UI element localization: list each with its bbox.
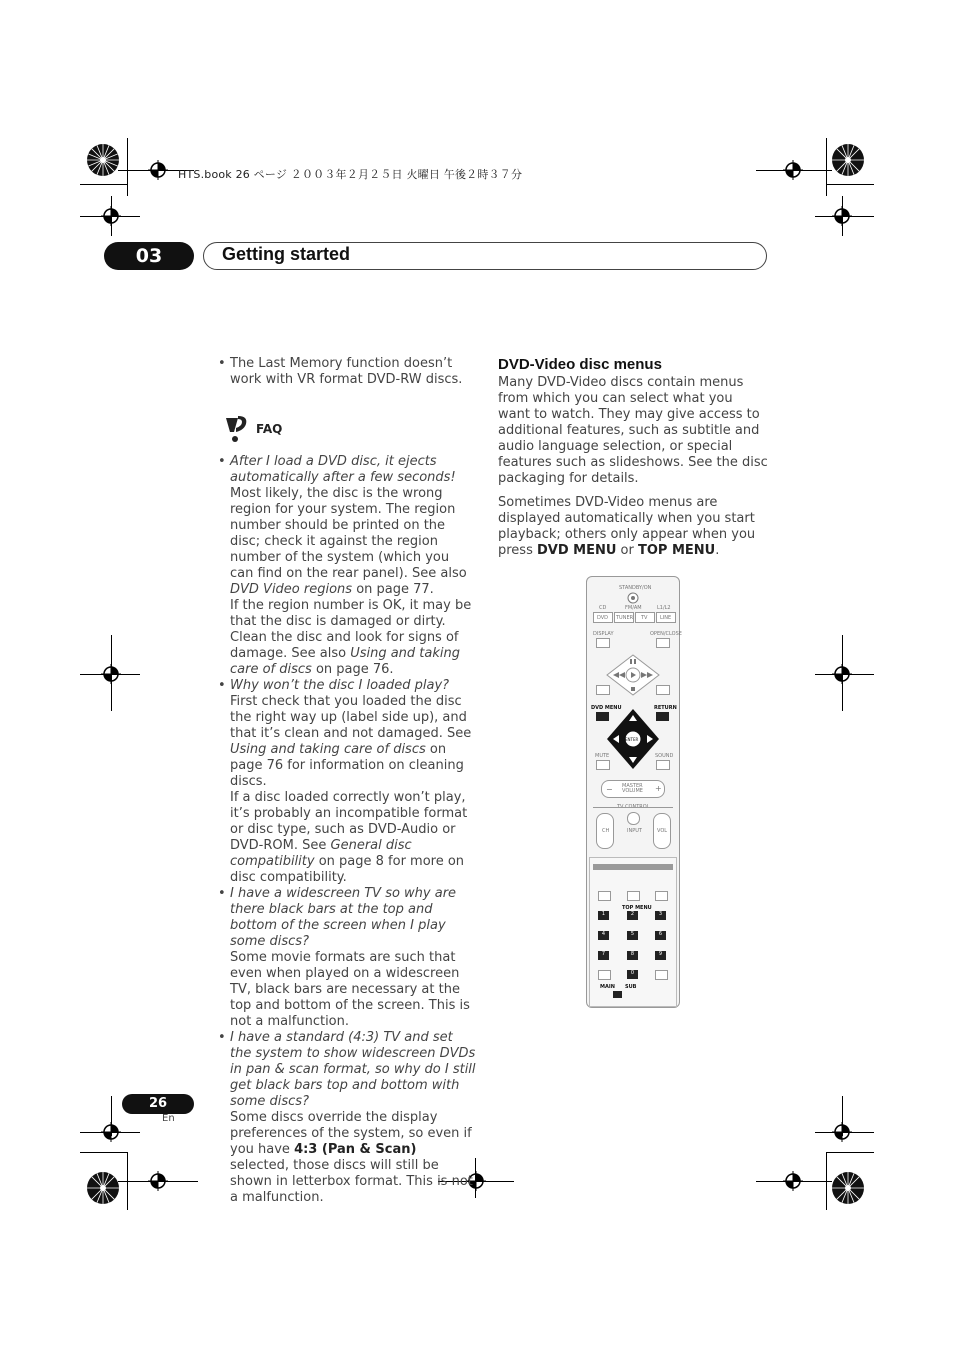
mute-button — [596, 760, 610, 770]
crosshair-target-icon — [832, 1122, 852, 1142]
faq-answer: If the region number is OK, it may be that the disc is damaged or dirty. Clean the disc and look for signs of damage. See also Using and taking care of discs on page 76. — [230, 598, 472, 677]
remote-label-sound: SOUND — [655, 753, 674, 759]
function-button — [627, 891, 640, 901]
source-tv-button: TV — [635, 612, 655, 623]
remote-control-illustration — [586, 576, 680, 1008]
display-button — [596, 638, 610, 648]
list-item: • The Last Memory function doesn’t work with VR format DVD-RW discs. — [218, 356, 476, 388]
faq-question-icon — [224, 414, 250, 444]
crosshair-target-icon — [148, 160, 168, 180]
crosshair-target-icon — [148, 1171, 168, 1191]
faq-answer: Some movie formats are such that even when played on a widescreen TV, black bars are necessary at the top and bottom of the screen. This is not a malfunction. — [230, 950, 470, 1029]
chapter-title-box — [203, 242, 767, 270]
registration-sunburst-icon — [86, 143, 120, 177]
faq-label: FAQ — [256, 422, 283, 436]
remote-label-display: DISPLAY — [593, 631, 614, 637]
prev-button — [596, 685, 610, 695]
faq-answer: Most likely, the disc is the wrong region for your system. The region number should be printed on the disc; check it against the region number of the system (which you can find on the rear panel). See also DVD Video regions on page 77. — [230, 486, 467, 597]
remote-label-top-menu: TOP MENU — [622, 905, 652, 911]
source-line-button: LINE — [656, 612, 676, 623]
paragraph: Sometimes DVD-Video menus are displayed automatically when you start playback; others only appear when you press DVD MENU or TOP MENU. — [498, 495, 756, 558]
source-dvd-button: DVD — [593, 612, 613, 623]
main-sub-button — [613, 991, 622, 998]
paragraph: Many DVD-Video discs contain menus from which you can select what you want to watch. They may give access to additional features, such as subtitle and audio language selection, or special features such as slideshows. See the disc packaging for details. — [498, 375, 768, 486]
left-column — [218, 356, 476, 1206]
number-3-button: 3 — [655, 911, 666, 920]
number-5-button: 5 — [627, 931, 638, 940]
crosshair-target-icon — [832, 206, 852, 226]
right-column — [498, 357, 768, 567]
remote-label-l1l2: L1/L2 — [657, 605, 671, 611]
remote-top-strip — [593, 864, 673, 870]
remote-label-enter: ENTER — [625, 737, 639, 742]
number-2-button: 2 — [627, 911, 638, 920]
source-tuner-button: TUNER — [614, 612, 634, 623]
remote-label-dvd-menu: DVD MENU — [591, 705, 622, 711]
faq-answer: If a disc loaded correctly won’t play, it’s probably an incompatible format or disc type, such as DVD-Audio or DVD-ROM. See General disc compatibility on page 8 for more on disc compatibility. — [230, 790, 468, 885]
number-4-button: 4 — [598, 931, 609, 940]
remote-label-mute: MUTE — [595, 753, 610, 759]
faq-item — [218, 678, 476, 886]
remote-label-standby: STANDBY/ON — [619, 585, 652, 591]
faq-item — [218, 886, 476, 1030]
function-button — [598, 891, 611, 901]
crosshair-target-icon — [101, 206, 121, 226]
crosshair-target-icon — [783, 160, 803, 180]
remote-label-cd: CD — [599, 605, 607, 611]
faq-item — [218, 1030, 476, 1206]
faq-question: • I have a widescreen TV so why are there black bars at the top and bottom of the screen when I play some discs? — [230, 886, 457, 949]
registration-sunburst-icon — [86, 1171, 120, 1205]
crosshair-target-icon — [101, 664, 121, 684]
tv-power-button — [627, 812, 640, 825]
remote-label-fmam: FM/AM — [625, 605, 642, 611]
number-9-button: 9 — [655, 951, 666, 960]
remote-label-return: RETURN — [654, 705, 677, 711]
remote-label-main: MAIN — [600, 984, 615, 990]
number-0-button: 0 — [627, 970, 638, 979]
tv-control-divider — [593, 807, 673, 808]
crosshair-target-icon — [832, 664, 852, 684]
remote-label-sub: SUB — [625, 984, 637, 990]
number-1-button: 1 — [598, 911, 609, 920]
faq-heading — [218, 414, 476, 450]
remote-label-open-close: OPEN/CLOSE — [650, 631, 682, 637]
function-button — [655, 891, 668, 901]
registration-sunburst-icon — [831, 143, 865, 177]
number-6-button: 6 — [655, 931, 666, 940]
faq-question: • Why won’t the disc I loaded play? — [230, 678, 450, 693]
number-7-button: 7 — [598, 951, 609, 960]
chapter-title: Getting started — [222, 244, 351, 264]
sound-button — [656, 760, 670, 770]
power-icon — [627, 592, 639, 604]
next-button — [656, 685, 670, 695]
clear-button — [598, 970, 611, 980]
faq-answer: Some discs override the display preferences of the system, so even if you have 4:3 (Pan & Scan) selected, those discs will still be shown in letterbox format. This is not a malfunction. — [230, 1110, 473, 1205]
number-8-button: 8 — [627, 951, 638, 960]
faq-item — [218, 454, 476, 678]
vol-rocker: VOL — [653, 813, 671, 849]
open-close-button — [656, 638, 670, 648]
faq-answer: First check that you loaded the disc the right way up (label side up), and that it’s clean and not damaged. See Using and taking care of discs on page 76 for information on cleaning discs. — [230, 694, 472, 789]
chapter-number: 03 — [104, 242, 194, 270]
print-slug: HTS.book 26 ページ ２００３年２月２５日 火曜日 午後２時３７分 — [178, 168, 523, 181]
registration-sunburst-icon — [831, 1171, 865, 1205]
page-number: 26 — [122, 1094, 194, 1114]
section-heading: DVD-Video disc menus — [498, 356, 662, 373]
page-language: En — [162, 1113, 175, 1124]
crosshair-target-icon — [783, 1171, 803, 1191]
master-volume-rocker: − MASTER VOLUME + — [601, 780, 665, 798]
option-button — [655, 970, 668, 980]
faq-question: • After I load a DVD disc, it ejects automatically after a few seconds! — [230, 454, 456, 485]
crosshair-target-icon — [101, 1122, 121, 1142]
ch-rocker: CH — [596, 813, 614, 849]
faq-question: • I have a standard (4:3) TV and set the system to show widescreen DVDs in pan & scan format, so why do I still get black bars top and bottom with some discs? — [230, 1030, 476, 1109]
remote-label-input: INPUT — [627, 828, 642, 834]
